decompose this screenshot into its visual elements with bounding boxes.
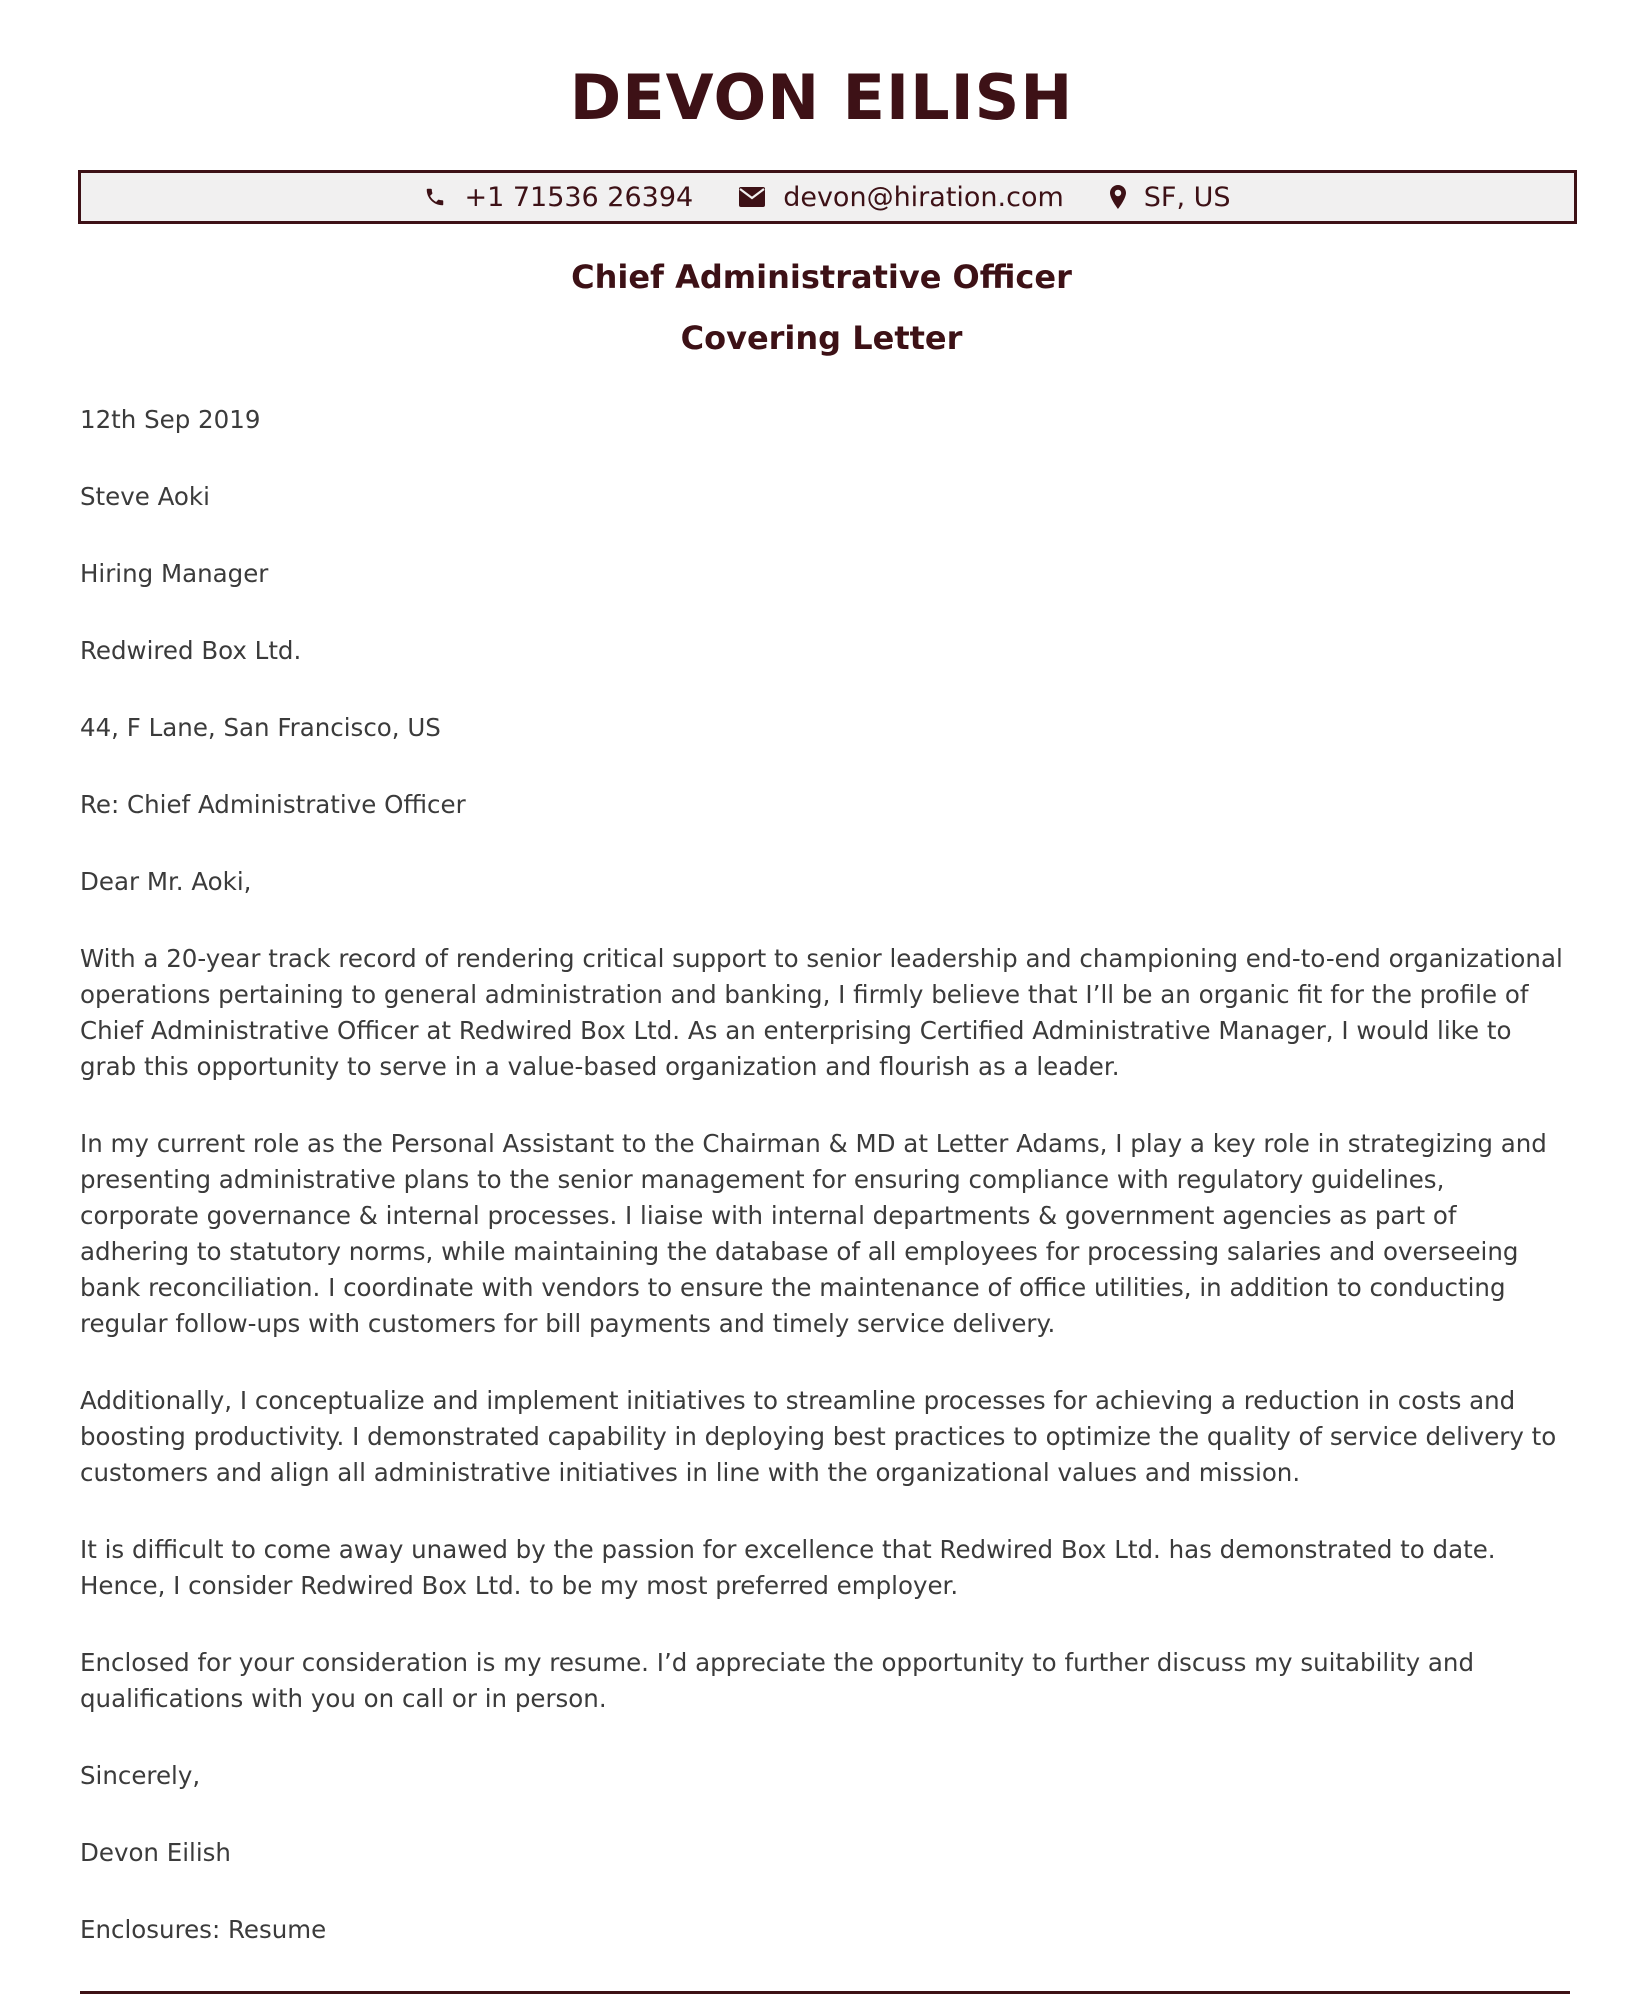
contact-bar <box>78 170 1577 224</box>
map-marker-icon <box>1110 185 1126 209</box>
paragraph-closing-request: Enclosed for your consideration is my resume. I’d appreciate the opportunity to further discuss my suitability and qualifications with you on call or in person. <box>80 1648 1475 1713</box>
location-text: SF, US <box>1143 181 1231 213</box>
contact-location <box>1110 182 1231 213</box>
letter-body <box>80 402 1570 1989</box>
phone-number: +1 71536 26394 <box>464 181 694 213</box>
paragraph-intro: With a 20-year track record of rendering critical support to senior leadership and championing end-to-end organizational operations pertaining to general administration and banking, I firmly believe that I’ll be an organic fit for the profile of Chief Administrative Officer at Redwired Box Ltd. As an enterprising Certified Administrative Manager, I would like to grab this opportunity to serve in a value-based organization and flourish as a leader. <box>80 944 1563 1081</box>
salutation: Dear Mr. Aoki, <box>80 867 252 896</box>
recipient-title: Hiring Manager <box>80 559 269 588</box>
paragraph-initiatives: Additionally, I conceptualize and implement initiatives to streamline processes for achieving a reduction in costs and boosting productivity. I demonstrated capability in deploying best practices to optimize the quality of service delivery to customers and align all administrative initiatives in line with the organizational values and mission. <box>80 1386 1557 1487</box>
signature: Devon Eilish <box>80 1838 231 1867</box>
applicant-name: DEVON EILISH <box>569 61 1074 134</box>
paragraph-current-role: In my current role as the Personal Assistant to the Chairman & MD at Letter Adams, I play a key role in strategizing and presenting administrative plans to the senior management for ensuring compliance with regulatory guidelines, corporate governance & internal processes. I liaise with internal departments & government agencies as part of adhering to statutory norms, while maintaining the database of all employees for processing salaries and overseeing bank reconciliation. I coordinate with vendors to ensure the maintenance of office utilities, in addition to conducting regular follow-ups with customers for bill payments and timely service delivery. <box>80 1129 1547 1338</box>
document-title: Covering Letter <box>680 319 963 357</box>
recipient-name: Steve Aoki <box>80 482 210 511</box>
envelope-icon <box>739 187 765 207</box>
subject-line: Re: Chief Administrative Officer <box>80 790 466 819</box>
email-address: devon@hiration.com <box>783 181 1064 213</box>
company-address: 44, F Lane, San Francisco, US <box>80 713 441 742</box>
closing: Sincerely, <box>80 1761 201 1790</box>
letter-date: 12th Sep 2019 <box>80 405 261 434</box>
enclosures: Enclosures: Resume <box>80 1915 327 1944</box>
phone-icon <box>424 186 446 208</box>
paragraph-company-praise: It is difficult to come away unawed by the passion for excellence that Redwired Box Ltd. has demonstrated to date. Hence, I consider Redwired Box Ltd. to be my most preferred employer. <box>80 1535 1496 1600</box>
contact-phone <box>424 182 693 213</box>
company-name: Redwired Box Ltd. <box>80 636 302 665</box>
contact-email <box>739 182 1064 213</box>
footer-divider <box>80 1991 1570 1994</box>
position-title: Chief Administrative Officer <box>571 258 1072 296</box>
